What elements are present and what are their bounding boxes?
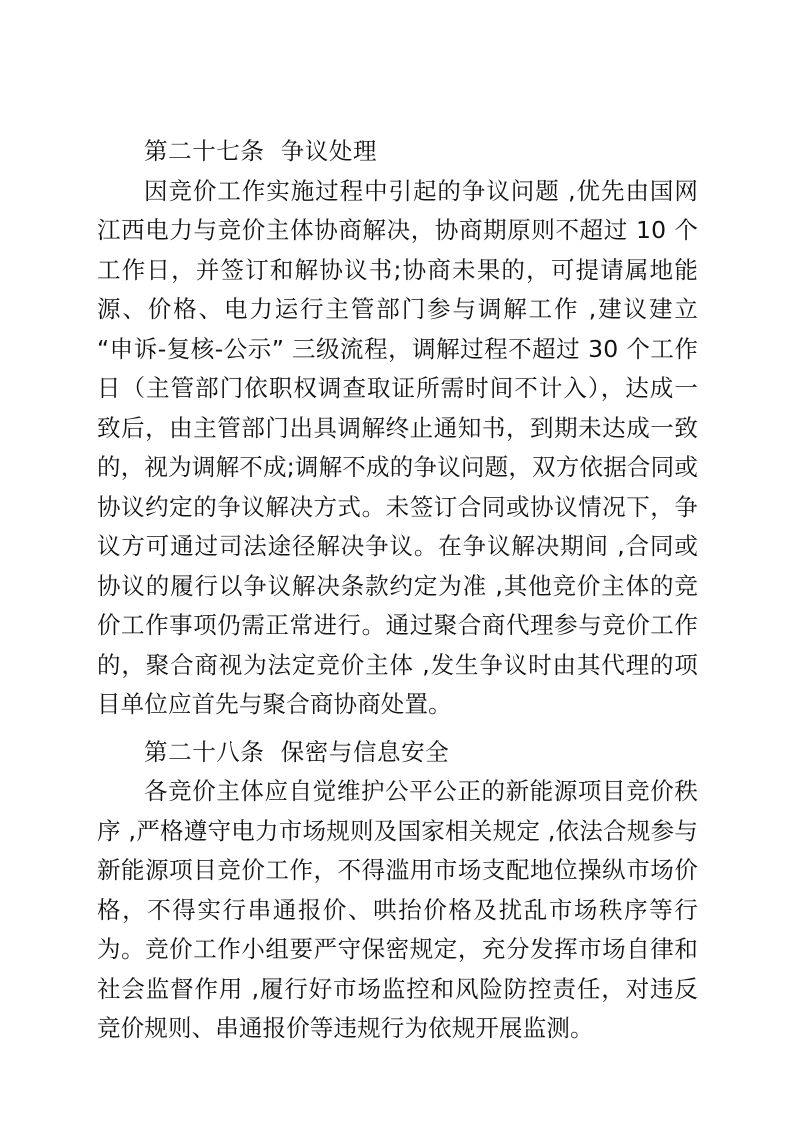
article-28-body: 各竞价主体应自觉维护公平公正的新能源项目竞价秩序 ,严格遵守电力市场规则及国家相关规定 ,依法合规参与新能源项目竞价工作，不得滥用市场支配地位操纵市场价格，不得实行串通报价、哄抬价格及扰乱市场秩序等行为。竞价工作小组要严守保密规定，充分发挥市场自律和社会监督作用 ,履行好市场监控和风险防控责任，对违反竞价规则、串通报价等违规行为依规开展监测。 bbox=[97, 777, 698, 1042]
article-gap bbox=[97, 725, 698, 733]
article-27-heading: 第二十七条 争议处理 bbox=[144, 137, 378, 165]
article-28 bbox=[97, 733, 698, 1049]
document-content bbox=[97, 132, 698, 1049]
article-28-heading: 第二十八条 保密与信息安全 bbox=[144, 737, 450, 766]
article-27 bbox=[97, 132, 698, 725]
article-27-body: 因竞价工作实施过程中引起的争议问题 ,优先由国网江西电力与竞价主体协商解决，协商期原则不超过 10 个工作日，并签订和解协议书;协商未果的，可提请属地能源、价格、电力运行主管部门参与调解工作 ,建议建立 “申诉-复核-公示” 三级流程，调解过程不超过 30 个工作日（主管部门依职权调查取证所需时间不计入），达成一致后，由主管部门出具调解终止通知书，到期未达成一致的，视为调解不成;调解不成的争议问题，双方依据合同或协议约定的争议解决方式。未签订合同或协议情况下，争议方可通过司法途径解决争议。在争议解决期间 ,合同或协议的履行以争议解决条款约定为准 ,其他竞价主体的竞价工作事项仍需正常进行。通过聚合商代理参与竞价工作的，聚合商视为法定竞价主体 ,发生争议时由其代理的项目单位应首先与聚合商协商处置。 bbox=[97, 176, 698, 718]
